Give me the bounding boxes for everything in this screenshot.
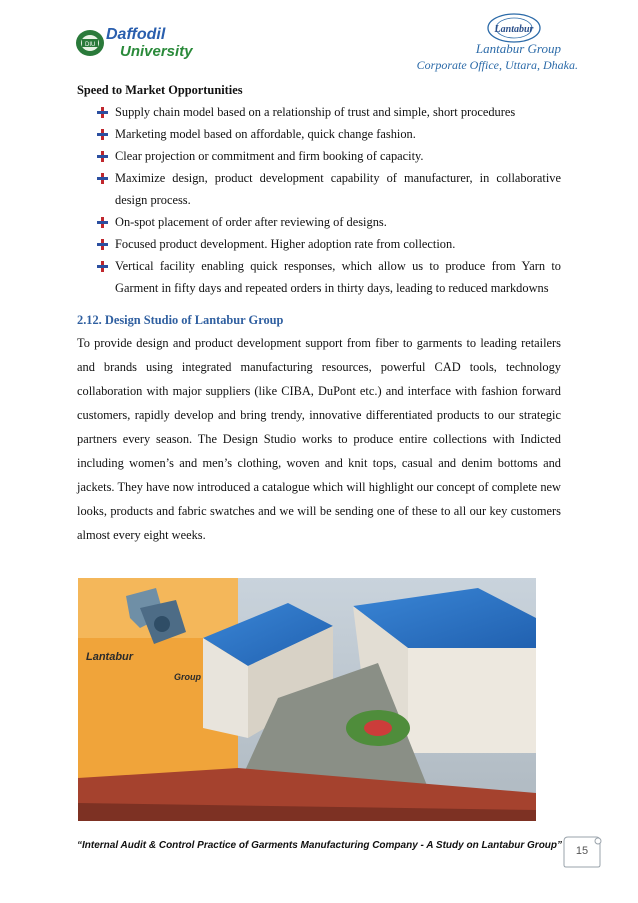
list-item — [115, 255, 561, 299]
section-heading-speed: Speed to Market Opportunities — [77, 83, 243, 97]
arrow-bullet-icon — [97, 107, 108, 118]
list-item — [115, 167, 561, 211]
bullet-text: Clear projection or commitment and firm booking of capacity. — [115, 149, 424, 163]
page-number: 15 — [575, 845, 589, 857]
bullet-text: Supply chain model based on a relationship of trust and simple, short procedures — [115, 105, 516, 119]
svg-text:DIU: DIU — [85, 42, 96, 48]
svg-text:Daffodil: Daffodil — [106, 26, 166, 43]
daffodil-university-logo — [74, 22, 209, 60]
photo-logo-word-2: Group — [174, 672, 201, 682]
design-studio-paragraph: To provide design and product development support from fiber to garments to leading retailers and brands using integrated manufacturing resources, powerful CAD tools, technology collaboration with major suppliers (like CIBA, DuPont etc.) and interface with fashion forward customers, rapidly develop and bring trendy, innovative differentiated products to our strategic partners every season. The Design Studio works to produce entire collections with Indicted including women’s and men’s clothing, woven and knit tops, casual and denim bottoms and jackets. They have now introduced a catalogue which will highlight our concept of complete new looks, products and fabric swatches and we will be sending one of these to all our key customers almost every eight weeks. — [77, 336, 561, 542]
svg-text:Lantabur: Lantabur — [494, 24, 534, 35]
lantabur-logo — [486, 12, 542, 44]
arrow-bullet-icon — [97, 129, 108, 140]
bullet-text: Maximize design, product development capability of manufacturer, in collaborative design process. — [115, 171, 561, 207]
arrow-bullet-icon — [97, 217, 108, 228]
list-item — [115, 101, 561, 123]
list-item — [115, 233, 561, 255]
list-item — [115, 211, 561, 233]
speed-bullet-list — [115, 101, 561, 299]
section-heading-design-studio: 2.12. Design Studio of Lantabur Group — [77, 313, 284, 327]
arrow-bullet-icon — [97, 173, 108, 184]
page-header — [0, 0, 638, 80]
bullet-text: Marketing model based on affordable, quick change fashion. — [115, 127, 416, 141]
factory-aerial-photo — [78, 578, 536, 821]
company-name: Lantabur Group — [475, 41, 561, 56]
page-content — [77, 79, 561, 547]
company-office: Corporate Office, Uttara, Dhaka. — [416, 58, 578, 72]
arrow-bullet-icon — [97, 261, 108, 272]
arrow-bullet-icon — [97, 151, 108, 162]
list-item — [115, 145, 561, 167]
photo-logo-word-1: Lantabur — [86, 651, 134, 663]
bullet-text: Vertical facility enabling quick responses, which allow us to produce from Yarn to Garment in fifty days and repeated orders in thirty days, leading to reduced markdowns — [115, 259, 561, 295]
bullet-text: On-spot placement of order after reviewing of designs. — [115, 215, 387, 229]
svg-text:University: University — [120, 43, 193, 60]
list-item — [115, 123, 561, 145]
arrow-bullet-icon — [97, 239, 108, 250]
footer-title: “Internal Audit & Control Practice of Garments Manufacturing Company - A Study on Lantabur Group” — [77, 840, 563, 851]
bullet-text: Focused product development. Higher adoption rate from collection. — [115, 237, 456, 251]
